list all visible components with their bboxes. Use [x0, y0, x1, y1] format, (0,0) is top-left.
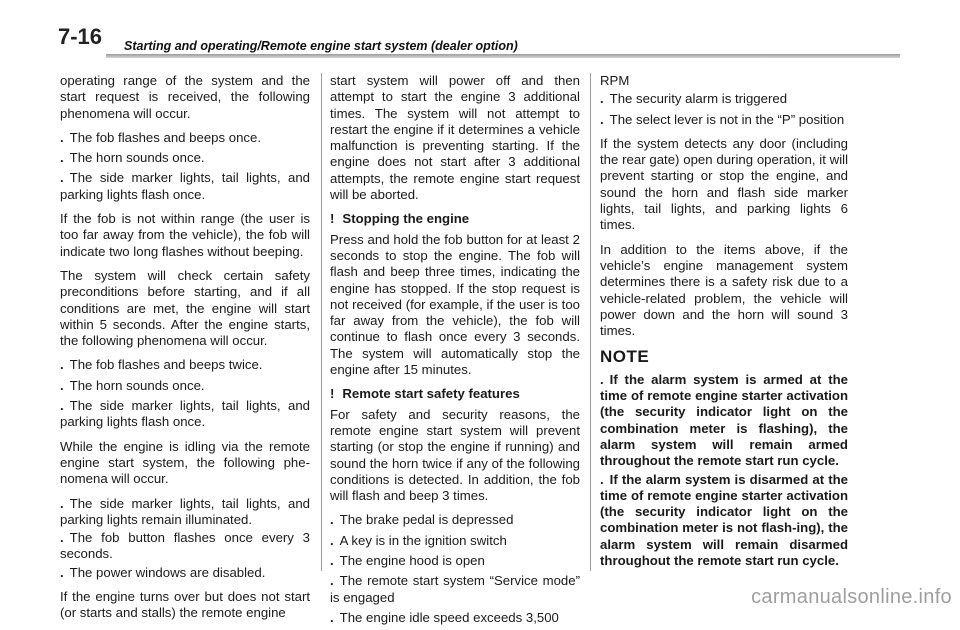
- note-title: NOTE: [600, 347, 650, 367]
- bullet-item: . The remote start system “Service mode” is engaged: [330, 573, 580, 605]
- bullet-dot: .: [60, 530, 64, 546]
- bullet-dot: .: [330, 553, 334, 569]
- bullet-item: . The select lever is not in the “P” position: [600, 111, 845, 127]
- bullet-item: . The horn sounds once.: [60, 150, 205, 166]
- bullet-dot: .: [60, 170, 64, 186]
- bullet-item: . The horn sounds once.: [60, 377, 205, 393]
- bullet-dot: .: [600, 91, 604, 107]
- bullet-item: . The side marker lights, tail lights, and parking lights flash once.: [60, 398, 310, 430]
- paragraph: If the fob is not within range (the user is too far away from the vehicle), the fob will indicate two long flashes without beeping.: [60, 211, 310, 259]
- bullet-dot: .: [60, 495, 64, 511]
- bullet-item: . The brake pedal is depressed: [330, 512, 514, 528]
- note-item: . If the alarm system is armed at the time of remote engine starter activation (the security indicator light on the combination meter is flashing), the alarm system will remain armed throughout the remote start run cycle.: [600, 371, 848, 469]
- paragraph: In addition to the items above, if the vehicle’s engine management system determines there is a safety risk due to a vehicle-related problem, the vehicle will power down and the horn will sound 3 times.: [600, 241, 848, 339]
- bullet-item: . The security alarm is triggered: [600, 91, 788, 107]
- paragraph: operating range of the system and the start request is received, the following phenomena will occur.: [60, 73, 310, 121]
- bullet-item: . A key is in the ignition switch: [330, 532, 507, 548]
- header-rule: [106, 54, 900, 58]
- bullet-item: . The fob flashes and beeps once.: [60, 129, 262, 145]
- paragraph: If the system detects any door (including the rear gate) open during operation, it will prevent starting or stop the engine, and sound the horn and flash side marker lights, tail lights, and parking lights 6 times.: [600, 135, 848, 233]
- bullet-dot: .: [60, 377, 64, 393]
- bullet-dot: .: [60, 564, 64, 580]
- page-header: [58, 10, 900, 54]
- section-heading: ! Stopping the engine: [330, 211, 470, 227]
- page-number: 7-16: [58, 24, 103, 49]
- bullet-dot: .: [60, 357, 64, 373]
- text-column-2: [330, 73, 580, 630]
- bullet-item: . The fob flashes and beeps twice.: [60, 357, 263, 373]
- bullet-dot: .: [330, 512, 334, 528]
- note-item: . If the alarm system is disarmed at the time of remote engine starter activation (the security indicator light on the combination meter is not flash-ing), the alarm system will remain disarmed throughout the remote start run cycle.: [600, 471, 848, 569]
- paragraph: If the engine turns over but does not start (or starts and stalls) the remote engine: [60, 589, 310, 621]
- bullet-item: . The power windows are disabled.: [60, 564, 266, 580]
- bullet-dot: .: [60, 150, 64, 166]
- bullet-item: . The side marker lights, tail lights, and parking lights remain illuminated.: [60, 495, 310, 527]
- chapter-title: Starting and operating/Remote engine start system (dealer option): [124, 39, 518, 53]
- bullet-item: . The engine hood is open: [330, 553, 485, 569]
- bullet-dot: .: [330, 532, 334, 548]
- bullet-dot: .: [600, 471, 604, 487]
- heading-marker-icon: !: [330, 211, 335, 227]
- paragraph: For safety and security reasons, the remote engine start system will prevent starting (or stop the engine if running) and sound the horn twice if any of the following conditions is detected. In addition, the fob will flash and beep 3 times.: [330, 406, 580, 504]
- bullet-dot: .: [600, 371, 604, 387]
- bullet-dot: .: [330, 609, 334, 625]
- text-column-3: [600, 73, 848, 571]
- bullet-item: . The side marker lights, tail lights, and parking lights flash once.: [60, 170, 310, 202]
- paragraph: Press and hold the fob button for at least 2 seconds to stop the engine. The fob will flash and beep three times, indicating the engine has stopped. If the stop request is not received (for example, if the user is too far away from the vehicle), the fob will continue to flash once every 3 seconds. The system will automatically stop the engine after 15 minutes.: [330, 231, 580, 378]
- bullet-item: . The fob button flashes once every 3 seconds.: [60, 530, 310, 562]
- paragraph: While the engine is idling via the remote engine start system, the following phe-nomena will occur.: [60, 438, 310, 487]
- column-divider: [321, 73, 322, 571]
- text-column-1: [60, 73, 310, 630]
- bullet-dot: .: [60, 129, 64, 145]
- paragraph: start system will power off and then attempt to start the engine 3 additional times. The system will not attempt to restart the engine if it determines a vehicle malfunction is preventing starting. If the engine does not start after 3 additional attempts, the remote engine start request will be aborted.: [330, 73, 580, 203]
- column-divider: [590, 73, 591, 571]
- paragraph: RPM: [600, 73, 630, 88]
- watermark: carmanualsonline.info: [751, 586, 952, 608]
- bullet-item: . The engine idle speed exceeds 3,500: [330, 609, 559, 625]
- bullet-dot: .: [60, 398, 64, 414]
- heading-marker-icon: !: [330, 386, 335, 402]
- bullet-dot: .: [600, 111, 604, 127]
- bullet-dot: .: [330, 573, 334, 589]
- section-heading: ! Remote start safety features: [330, 386, 520, 402]
- paragraph: The system will check certain safety preconditions before starting, and if all conditions are met, the engine will start within 5 seconds. After the engine starts, the following phenomena will occur.: [60, 267, 310, 349]
